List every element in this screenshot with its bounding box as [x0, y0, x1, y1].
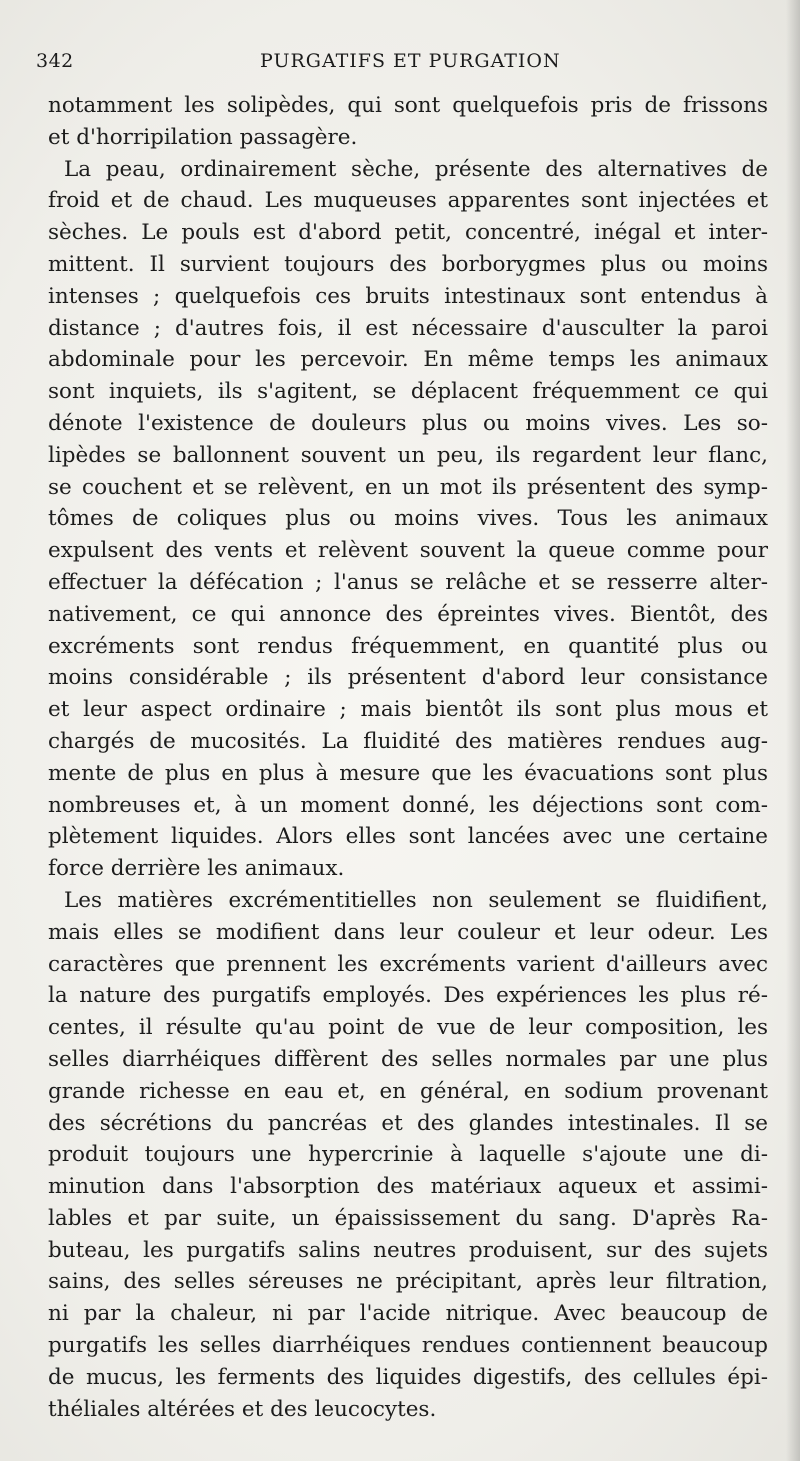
text-line: intenses ; quelquefois ces bruits intestinaux sont entendus à	[48, 283, 768, 309]
text-line: lables et par suite, un épaississement du sang. D'après Ra-	[48, 1205, 768, 1231]
running-head: PURGATIFS ET PURGATION	[260, 50, 561, 72]
text-line: selles diarrhéiques diffèrent des selles normales par une plus	[48, 1046, 768, 1072]
text-line: force derrière les animaux.	[48, 856, 345, 882]
text-line: chargés de mucosités. La fluidité des matières rendues aug-	[48, 728, 768, 754]
body-text	[48, 90, 768, 1425]
text-line: Les matières excrémentitielles non seulement se fluidifient,	[64, 887, 768, 913]
text-line: sèches. Le pouls est d'abord petit, concentré, inégal et inter-	[48, 220, 768, 246]
text-line: sains, des selles séreuses ne précipitant, après leur filtration,	[48, 1269, 768, 1295]
text-line: et leur aspect ordinaire ; mais bientôt ils sont plus mous et	[48, 697, 768, 723]
text-line: de mucus, les ferments des liquides digestifs, des cellules épi-	[48, 1364, 768, 1390]
text-line: et d'horripilation passagère.	[48, 124, 358, 150]
text-line: excréments sont rendus fréquemment, en quantité plus ou	[48, 633, 768, 659]
text-line: mittent. Il survient toujours des borborygmes plus ou moins	[48, 251, 768, 277]
text-line: purgatifs les selles diarrhéiques rendues contiennent beaucoup	[48, 1333, 768, 1359]
text-line: mais elles se modifient dans leur couleur et leur odeur. Les	[48, 919, 768, 945]
text-line: nombreuses et, à un moment donné, les déjections sont com-	[48, 792, 768, 818]
text-line: se couchent et se relèvent, en un mot ils présentent des symp-	[48, 474, 768, 500]
text-line: tômes de coliques plus ou moins vives. Tous les animaux	[48, 506, 768, 532]
text-line: sont inquiets, ils s'agitent, se déplacent fréquemment ce qui	[48, 379, 768, 405]
page-number: 342	[36, 50, 74, 72]
text-line: La peau, ordinairement sèche, présente des alternatives de	[64, 156, 768, 182]
text-line: dénote l'existence de douleurs plus ou moins vives. Les so-	[48, 410, 768, 436]
text-line: distance ; d'autres fois, il est nécessaire d'ausculter la paroi	[48, 315, 768, 341]
text-line: expulsent des vents et relèvent souvent la queue comme pour	[48, 538, 768, 564]
text-line: plètement liquides. Alors elles sont lancées avec une certaine	[48, 824, 768, 850]
text-line: moins considérable ; ils présentent d'abord leur consistance	[48, 665, 768, 691]
page-header	[36, 50, 762, 76]
text-line: théliales altérées et des leucocytes.	[48, 1396, 437, 1422]
text-line: centes, il résulte qu'au point de vue de leur composition, les	[48, 1015, 768, 1041]
text-line: caractères que prennent les excréments varient d'ailleurs avec	[48, 951, 768, 977]
text-line: effectuer la défécation ; l'anus se relâche et se resserre alter-	[48, 569, 768, 595]
text-line: notamment les solipèdes, qui sont quelquefois pris de frissons	[48, 93, 768, 118]
text-line: minution dans l'absorption des matériaux aqueux et assimi-	[48, 1174, 768, 1200]
text-line: buteau, les purgatifs salins neutres produisent, sur des sujets	[48, 1237, 768, 1263]
page-edge-shadow	[786, 0, 800, 1461]
text-line: ni par la chaleur, ni par l'acide nitrique. Avec beaucoup de	[48, 1301, 768, 1327]
text-line: la nature des purgatifs employés. Des expériences les plus ré-	[48, 983, 768, 1009]
text-line: mente de plus en plus à mesure que les évacuations sont plus	[48, 760, 768, 786]
text-line: nativement, ce qui annonce des épreintes vives. Bientôt, des	[48, 601, 768, 627]
text-line: produit toujours une hypercrinie à laquelle s'ajoute une di-	[48, 1142, 768, 1168]
text-line: abdominale pour les percevoir. En même temps les animaux	[48, 347, 768, 373]
text-line: froid et de chaud. Les muqueuses apparentes sont injectées et	[48, 188, 768, 214]
text-line: lipèdes se ballonnent souvent un peu, ils regardent leur flanc,	[48, 442, 768, 468]
text-line: des sécrétions du pancréas et des glandes intestinales. Il se	[48, 1110, 768, 1136]
text-line: grande richesse en eau et, en général, en sodium provenant	[48, 1078, 768, 1104]
